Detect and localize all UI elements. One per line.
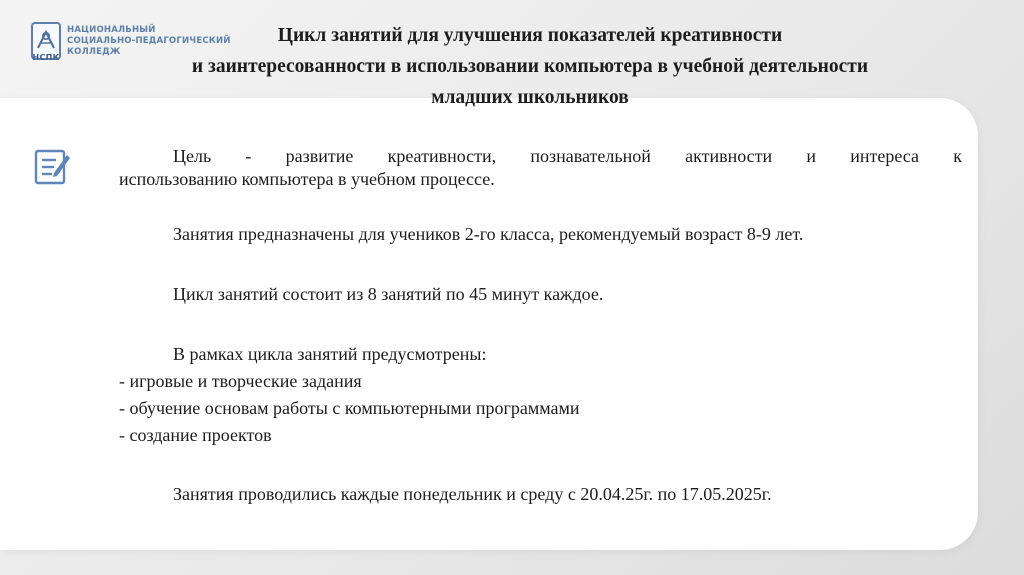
audience-text: Занятия предназначены для учеников 2-го класса, рекомендуемый возраст 8-9 лет. (173, 224, 804, 244)
activities-intro: В рамках цикла занятий предусмотрены: (173, 344, 487, 364)
slide-content (119, 145, 962, 506)
activity-item: - игровые и творческие задания (119, 371, 362, 391)
goal-line-2: использованию компьютера в учебном процессе. (119, 169, 495, 189)
activity-item: - обучение основам работы с компьютерными программами (119, 398, 580, 418)
activity-item: - создание проектов (119, 425, 272, 445)
document-edit-icon (34, 147, 72, 187)
title-line: Цикл занятий для улучшения показателей креативности (277, 25, 783, 46)
goal-line-1: Цель - развитие креативности, познавательной активности и интереса к (173, 146, 962, 166)
logo-line: СОЦИАЛЬНО-ПЕДАГОГИЧЕСКИЙ (67, 36, 231, 46)
structure-text: Цикл занятий состоит из 8 занятий по 45 минут каждое. (173, 284, 604, 304)
logo-abbreviation: НСПК (32, 53, 60, 62)
title-line: младших школьников (431, 87, 629, 108)
title-line: и заинтересованности в использовании компьютера в учебной деятельности (191, 56, 869, 77)
schedule-text: Занятия проводились каждые понедельник и среду с 20.04.25г. по 17.05.2025г. (173, 484, 772, 504)
page-title (130, 20, 930, 113)
logo-line: КОЛЛЕДЖ (67, 47, 121, 57)
logo-line: НАЦИОНАЛЬНЫЙ (67, 25, 156, 35)
